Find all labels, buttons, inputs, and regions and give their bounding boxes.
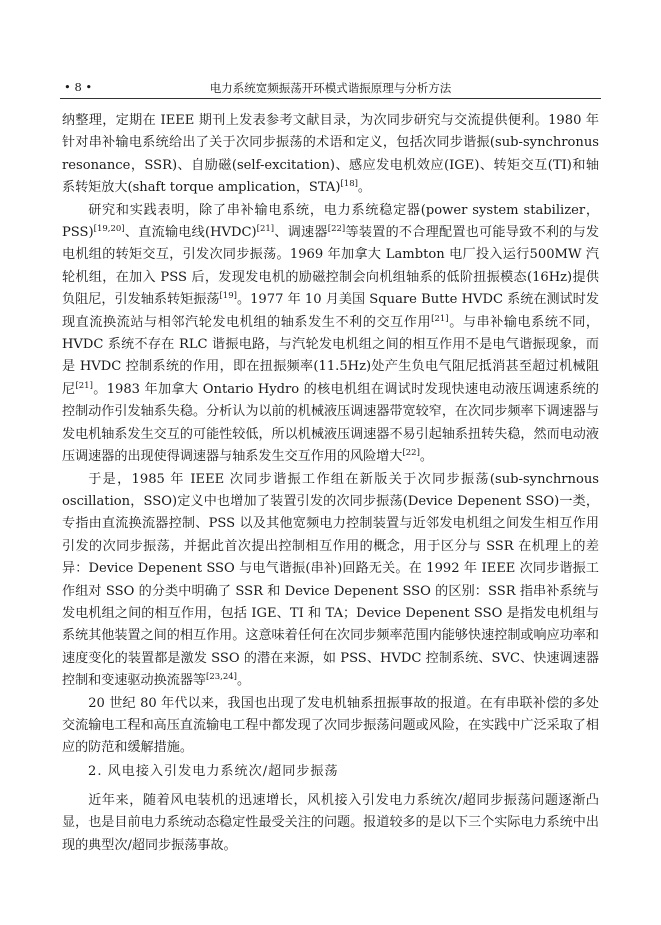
page-header [60, 78, 601, 98]
citation: [19,20] [93, 224, 125, 235]
header-rule [60, 98, 601, 99]
text-run: 等装置的不合理配置也可能导致不利的与发电机组的转矩交互，引发次同步振荡。1969 年加拿大 Lambton 电厂投入运行500MW 汽轮机组，在加入 PSS 后，发现发电机的励磁控制会向机组轴系的低阶扭振模态(16Hz)提供负阻尼，引发轴系转矩振荡 [62, 225, 600, 308]
citation: [21] [75, 380, 93, 391]
text-run: 于是，1985 年 IEEE 次同步谐振工作组在新版关于次同步振荡(sub-synchrnous oscillation，SSO)定义中也增加了装置引发的次同步振荡(Device Depenent SSO)一类，专指由直流换流器控制、PSS 以及其他宽频电力控制装置与近邻发电机组之间发生相互作用引发的次同步振荡，并据此首次提出控制相互作用的概念，用于区分与 SSR 在机理上的差异：Device Depenent SSO 与电气谐振(串补)回路无关。在 1992 年 IEEE 次同步谐振工作组对 SSO 的分类中明确了 SSR 和 Device Depenent SSO 的区别：SSR 指串补系统与发电机组之间的相互作用，包括 IGE、TI 和 TA；Device Depenent SSO 是指发电机组与系统其他装置之间的相互作用。这意味着任何在次同步频率范围内能够快速控制或响应功率和速度变化的装置都是激发 SSO 的潜在来源，如 PSS、HVDC 控制系统、SVC、快速调速器控制和变速驱动换流器等 [62, 471, 599, 689]
text-run: 。 [237, 673, 251, 689]
main-text [62, 110, 599, 857]
text-run: 研究和实践表明，除了串补输电系统，电力系统稳定器(power system stabilizer，PSS) [62, 202, 599, 241]
citation: [18] [340, 179, 358, 190]
text-run: 。与串补输电系统不同，HVDC 系统不存在 RLC 谐振电路，与汽轮发电机组之间的相互作用不是电气谐振现象，而是 HVDC 控制系统的作用，即在扭振频率(11.5Hz)处产生负电气阻尼抵消甚至超过机械阻尼 [62, 314, 600, 397]
paragraph [62, 790, 599, 857]
paragraph [62, 693, 599, 760]
text-run: 近年来，随着风电装机的迅速增长，风机接入引发电力系统次/超同步振荡问题逐渐凸显，也是目前电力系统动态稳定性最受关注的问题。报道较多的是以下三个实际电力系统中出现的典型次/超同步振荡事故。 [62, 792, 599, 853]
text-run: 纳整理，定期在 IEEE 期刊上发表参考文献目录，为次同步研究与交流提供便利。1980 年针对串补输电系统给出了关于次同步振荡的术语和定义，包括次同步谐振(sub-synchronus resonance，SSR)、自励磁(self-excitation)、感应发电机效应(IGE)、转矩交互(TI)和轴系转矩放大(shaft torque amplication，STA) [62, 113, 599, 196]
paragraph [62, 110, 599, 200]
text-run: 、直流输电线(HVDC) [124, 225, 257, 241]
text-run: 。 [357, 180, 372, 196]
paragraph [62, 469, 599, 693]
text-run: 、调速器 [274, 225, 328, 241]
citation: [22] [327, 224, 346, 235]
citation: [19] [219, 291, 237, 302]
page-number: • 8 • [64, 80, 93, 94]
paragraph [62, 200, 599, 469]
section-number: 2. [88, 763, 103, 779]
section-title: 风电接入引发电力系统次/超同步振荡 [107, 763, 339, 779]
section-heading [62, 761, 599, 783]
paragraphs-after [62, 790, 599, 857]
text-run: 。1983 年加拿大 Ontario Hydro 的核电机组在调试时发现快速电动液压调速系统的控制动作引发轴系失稳。分析认为以前的机械液压调速器带宽较窄，在次同步频率下调速器与发电机轴系发生交互的可能性较低，所以机械液压调速器不易引起轴系扭转失稳，然而电动液压调速器的出现使得调速器与轴系发生交互作用的风险增大 [62, 381, 599, 465]
text-run: 。1977 年 10 月美国 Square Butte HVDC 系统在测试时发现直流换流站与相邻汽轮发电机组的轴系发生不利的交互作用 [62, 292, 600, 330]
citation: [22] [402, 448, 420, 459]
citation: [21] [431, 313, 449, 324]
text-run: 。 [419, 449, 433, 465]
citation: [23,24] [206, 672, 237, 683]
paragraphs-before [62, 110, 599, 760]
running-title: 电力系统宽频振荡开环模式谐振原理与分析方法 [209, 81, 452, 95]
citation: [21] [256, 224, 275, 235]
text-run: 20 世纪 80 年代以来，我国也出现了发电机轴系扭振事故的报道。在有串联补偿的多处交流输电工程和高压直流输电工程中都发现了次同步振荡问题或风险，在实践中广泛采取了相应的防范和缓解措施。 [62, 695, 599, 756]
